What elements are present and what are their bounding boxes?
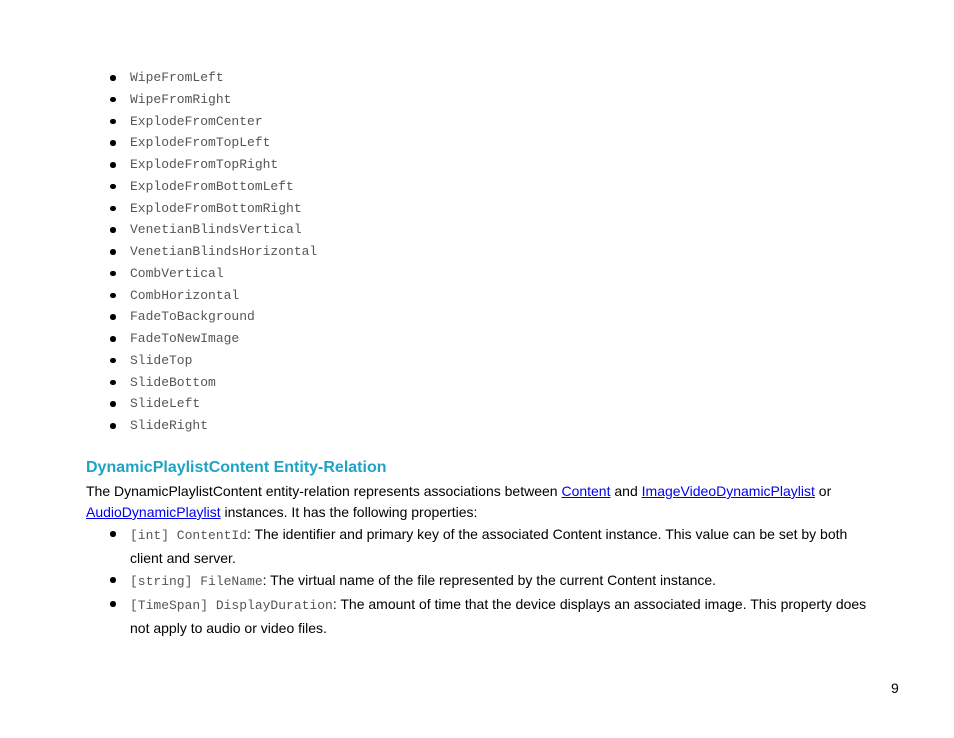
list-item: FadeToBackground [107,306,317,328]
property-signature: [TimeSpan] DisplayDuration [130,598,333,613]
list-item: CombVertical [107,263,317,285]
list-item: ExplodeFromCenter [107,111,317,133]
transition-list [107,67,317,437]
intro-paragraph: The DynamicPlaylistContent entity-relation represents associations between Content and ImageVideoDynamicPlaylist or AudioDynamicPlaylist instances. It has the following properties: [86,483,832,520]
list-item: ExplodeFromBottomRight [107,198,317,220]
list-item: ExplodeFromBottomLeft [107,176,317,198]
bullet-icon [110,271,116,277]
property-item [107,593,867,639]
bullet-icon [110,380,116,386]
list-item: FadeToNewImage [107,328,317,350]
property-description: : The identifier and primary key of the associated Content instance. This value can be set by both client and server. [130,526,848,566]
list-item: SlideLeft [107,393,317,415]
bullet-icon [110,119,116,125]
bullet-icon [110,531,116,537]
bullet-icon [110,249,116,255]
bullet-icon [110,75,116,81]
bullet-icon [110,577,116,583]
list-item: VenetianBlindsVertical [107,219,317,241]
list-item: SlideBottom [107,372,317,394]
property-signature: [string] FileName [130,574,263,589]
bullet-icon [110,358,116,364]
content-link[interactable]: Content [561,483,611,499]
bullet-icon [110,423,116,429]
bullet-icon [110,140,116,146]
bullet-icon [110,162,116,168]
list-item: WipeFromLeft [107,67,317,89]
page-number: 9 [891,680,899,696]
list-item: CombHorizontal [107,285,317,307]
bullet-icon [110,336,116,342]
section-heading: DynamicPlaylistContent Entity-Relation [86,459,387,476]
imagevideo-dynamic-playlist-link[interactable]: ImageVideoDynamicPlaylist [641,483,815,499]
list-item: SlideTop [107,350,317,372]
list-item: WipeFromRight [107,89,317,111]
bullet-icon [110,314,116,320]
list-item: VenetianBlindsHorizontal [107,241,317,263]
property-item [107,569,867,593]
property-description: : The virtual name of the file represented by the current Content instance. [262,572,717,588]
bullet-icon [110,184,116,190]
list-item: SlideRight [107,415,317,437]
property-list [107,523,867,639]
bullet-icon [110,97,116,103]
bullet-icon [110,293,116,299]
bullet-icon [110,401,116,407]
list-item: ExplodeFromTopLeft [107,132,317,154]
bullet-icon [110,227,116,233]
list-item: ExplodeFromTopRight [107,154,317,176]
property-signature: [int] ContentId [130,528,248,543]
property-item [107,523,867,569]
bullet-icon [110,206,116,212]
bullet-icon [110,601,116,607]
property-description: : The amount of time that the device displays an associated image. This property does not apply to audio or video files. [130,596,867,636]
audio-dynamic-playlist-link[interactable]: AudioDynamicPlaylist [86,504,221,520]
